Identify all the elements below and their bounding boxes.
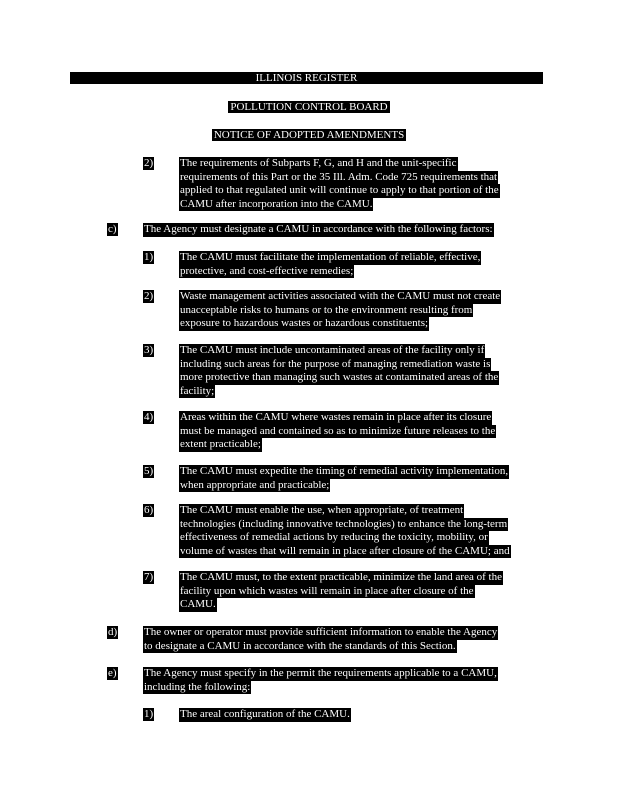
item-label: 6) bbox=[144, 504, 154, 516]
paragraph-line: effectiveness of remedial actions by reducing the toxicity, mobility, or bbox=[180, 531, 488, 543]
item-label: 1) bbox=[144, 251, 154, 263]
paragraph-line: Areas within the CAMU where wastes remain in place after its closure bbox=[180, 411, 492, 423]
item-label: 1) bbox=[144, 708, 154, 720]
paragraph-line: extent practicable; bbox=[180, 438, 261, 450]
paragraph-line: including the following: bbox=[144, 680, 251, 693]
paragraph-line: The owner or operator must provide sufficient information to enable the Agency bbox=[144, 626, 498, 638]
paragraph-line: exposure to hazardous wastes or hazardous constituents; bbox=[180, 317, 429, 329]
paragraph bbox=[179, 344, 499, 398]
item-label: 3) bbox=[144, 344, 154, 356]
paragraph-line: to designate a CAMU in accordance with the standards of this Section. bbox=[144, 639, 456, 652]
paragraph bbox=[179, 411, 496, 452]
paragraph-line: The Agency must specify in the permit the requirements applicable to a CAMU, bbox=[144, 667, 497, 679]
paragraph-line: technologies (including innovative technologies) to enhance the long-term bbox=[180, 517, 508, 530]
item-label: 4) bbox=[144, 411, 154, 423]
paragraph-line: unacceptable risks to humans or to the environment resulting from bbox=[180, 303, 473, 316]
paragraph-line: facility; bbox=[180, 384, 215, 397]
item-label: 7) bbox=[144, 571, 154, 583]
paragraph bbox=[179, 504, 511, 558]
paragraph bbox=[143, 667, 498, 694]
item-label: c) bbox=[108, 223, 117, 235]
paragraph bbox=[179, 251, 481, 278]
paragraph-line: applied to that regulated unit will continue to apply to that portion of the bbox=[180, 184, 499, 196]
paragraph bbox=[179, 708, 351, 722]
paragraph-line: The requirements of Subparts F, G, and H and the unit-specific bbox=[180, 157, 457, 169]
paragraph-line: Waste management activities associated with the CAMU must not create bbox=[180, 290, 501, 302]
paragraph-line: The CAMU must include uncontaminated areas of the facility only if bbox=[180, 344, 485, 356]
paragraph-line: The areal configuration of the CAMU. bbox=[180, 708, 350, 720]
paragraph-line: volume of wastes that will remain in place after closure of the CAMU; and bbox=[180, 544, 510, 557]
register-title: ILLINOIS REGISTER bbox=[255, 72, 358, 84]
paragraph-line: The CAMU must facilitate the implementation of reliable, effective, bbox=[180, 251, 481, 263]
paragraph-line: more protective than managing such wastes at contaminated areas of the bbox=[180, 371, 499, 383]
paragraph-line: CAMU. bbox=[180, 598, 216, 610]
paragraph-line: The Agency must designate a CAMU in accordance with the following factors: bbox=[144, 223, 493, 235]
paragraph-line: when appropriate and practicable; bbox=[180, 478, 330, 491]
register-header bbox=[70, 72, 543, 84]
paragraph-line: The CAMU must, to the extent practicable, minimize the land area of the bbox=[180, 571, 502, 583]
item-label: 2) bbox=[144, 290, 154, 302]
board-title: POLLUTION CONTROL BOARD bbox=[230, 101, 388, 113]
paragraph-line: The CAMU must enable the use, when appropriate, of treatment bbox=[180, 504, 464, 516]
paragraph-line: must be managed and contained so as to minimize future releases to the bbox=[180, 424, 496, 437]
paragraph-line: facility upon which wastes will remain in place after closure of the bbox=[180, 584, 474, 597]
paragraph bbox=[179, 571, 503, 612]
paragraph-line: protective, and cost-effective remedies; bbox=[180, 264, 354, 277]
item-label: 2) bbox=[144, 157, 154, 169]
paragraph bbox=[143, 223, 494, 237]
paragraph bbox=[179, 290, 501, 331]
paragraph-line: CAMU after incorporation into the CAMU. bbox=[180, 197, 373, 210]
paragraph-line: The CAMU must expedite the timing of remedial activity implementation, bbox=[180, 465, 509, 477]
paragraph-line: including such areas for the purpose of managing remediation waste is bbox=[180, 357, 491, 370]
paragraph bbox=[179, 465, 509, 492]
paragraph-line: requirements of this Part or the 35 Ill. Adm. Code 725 requirements that bbox=[180, 170, 498, 183]
paragraph bbox=[179, 157, 500, 211]
item-label: d) bbox=[108, 626, 118, 638]
paragraph bbox=[143, 626, 498, 653]
item-label: e) bbox=[108, 667, 117, 679]
notice-title: NOTICE OF ADOPTED AMENDMENTS bbox=[213, 129, 405, 141]
item-label: 5) bbox=[144, 465, 154, 477]
